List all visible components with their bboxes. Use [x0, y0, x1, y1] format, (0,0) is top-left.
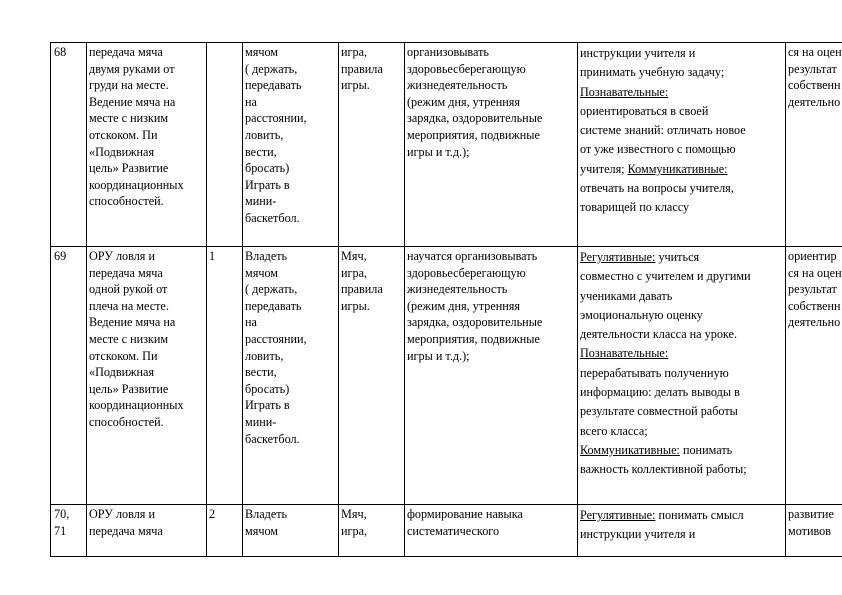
uud-line [580, 364, 783, 383]
terms-cell [339, 247, 405, 505]
lesson-topic-line: Ведение мяча на [89, 94, 176, 109]
lesson-number-value: 68 [54, 45, 67, 59]
lesson-topic-line: способностей. [89, 414, 164, 429]
uud-line [580, 248, 783, 267]
terms-line: игры. [341, 298, 370, 313]
lesson-number-value: 69 [54, 249, 67, 263]
uud-text: понимать смысл [655, 508, 744, 522]
uud-text: инструкции учителя и [580, 46, 696, 60]
personal-results-cell [405, 43, 578, 247]
skills-line: на [245, 94, 257, 109]
extra-line: мотивов [788, 523, 832, 538]
uud-category-label: Познавательные: [580, 84, 669, 99]
uud-text: от уже известного с помощью [580, 142, 736, 157]
hours-value: 1 [209, 249, 216, 263]
terms-line: Мяч, [341, 249, 367, 263]
uud-line [580, 506, 783, 525]
skills-line: передавать [245, 298, 302, 313]
extra-line: развитие [788, 507, 834, 521]
personal-results-line: формирование навыка [407, 507, 523, 521]
lesson-topic-line: координационных [89, 398, 184, 413]
uud-line [580, 198, 783, 217]
skills-line: бросать) [245, 161, 290, 176]
skills-line: Играть в [245, 177, 290, 192]
lesson-number-cell [51, 43, 87, 247]
personal-results-line: игры и т.д.); [407, 144, 470, 159]
uud-text: системе знаний: отличать новое [580, 123, 746, 138]
uud-line [580, 525, 783, 544]
hours-cell [207, 505, 243, 557]
uud-line [580, 179, 783, 198]
personal-results-line: мероприятия, подвижные [407, 127, 540, 142]
personal-results-line: научатся организовывать [407, 249, 538, 263]
uud-text: всего класса; [580, 423, 648, 438]
uud-line [580, 402, 783, 421]
uud-line [580, 306, 783, 325]
lesson-topic-line: месте с низким [89, 111, 169, 126]
skills-line: передавать [245, 78, 302, 93]
personal-results-line: здоровьесберегающую [407, 61, 526, 76]
personal-results-line: игры и т.д.); [407, 348, 470, 363]
skills-line: мини- [245, 414, 277, 429]
lesson-topic-line: месте с низким [89, 331, 169, 346]
lesson-topic-line: отскоком. Пи [89, 127, 158, 142]
skills-line: баскетбол. [245, 431, 300, 446]
skills-line: ( держать, [245, 282, 298, 297]
uud-text: отвечать на вопросы учителя, [580, 181, 734, 196]
uud-line [580, 422, 783, 441]
skills-cell [243, 505, 339, 557]
uud-text: учиться [655, 250, 700, 264]
table-row [51, 43, 842, 247]
personal-results-line: зарядка, оздоровительные [407, 315, 543, 330]
uud-line [580, 287, 783, 306]
uud-line [580, 83, 783, 102]
lesson-topic-line: одной рукой от [89, 282, 168, 297]
terms-line: игры. [341, 78, 370, 93]
personal-results-line: жизнедеятельность [407, 282, 508, 297]
extra-line: ся на оцен [788, 45, 842, 59]
extra-line: собственн [788, 78, 841, 93]
terms-line: игра, [341, 523, 368, 538]
extra-line: результат [788, 61, 837, 76]
uud-category-label: Регулятивные: [580, 250, 656, 264]
hours-value: 2 [209, 507, 216, 521]
uud-text: инструкции учителя и [580, 527, 696, 542]
terms-cell [339, 505, 405, 557]
skills-line: мячом [245, 523, 279, 538]
terms-line: игра, [341, 265, 368, 280]
extra-cell [786, 43, 842, 247]
personal-results-line: зарядка, оздоровительные [407, 111, 543, 126]
skills-line: баскетбол. [245, 210, 300, 225]
uud-text: товарищей по классу [580, 200, 690, 215]
uud-line [580, 63, 783, 82]
skills-line: ( держать, [245, 61, 298, 76]
lesson-topic-line: передача мяча [89, 523, 163, 538]
lesson-topic-line: передача мяча [89, 265, 163, 280]
uud-text: перерабатывать полученную [580, 365, 729, 380]
skills-line: Играть в [245, 398, 290, 413]
extra-line: деятельно [788, 94, 841, 109]
extra-line: результат [788, 282, 837, 297]
uud-line [580, 267, 783, 286]
uud-text: важность коллективной работы; [580, 462, 747, 477]
personal-results-line: (режим дня, утренняя [407, 298, 521, 313]
terms-line: правила [341, 282, 383, 297]
lesson-topic-line: координационных [89, 177, 184, 192]
lesson-topic-line: отскоком. Пи [89, 348, 158, 363]
uud-line [580, 383, 783, 402]
uud-text: результате совместной работы [580, 404, 738, 419]
extra-cell [786, 247, 842, 505]
skills-line: расстоянии, [245, 111, 307, 126]
extra-line: собственн [788, 298, 841, 313]
terms-line: игра, [341, 45, 368, 59]
skills-cell [243, 247, 339, 505]
lesson-topic-cell [87, 505, 207, 557]
lesson-number-cell [51, 505, 87, 557]
lesson-topic-cell [87, 247, 207, 505]
uud-cell [578, 505, 786, 557]
personal-results-line: мероприятия, подвижные [407, 331, 540, 346]
uud-text: деятельности класса на уроке. [580, 327, 737, 342]
skills-cell [243, 43, 339, 247]
lesson-topic-line: цель» Развитие [89, 161, 169, 176]
uud-line [580, 325, 783, 344]
lesson-topic-line: способностей. [89, 194, 164, 209]
extra-line: деятельно [788, 315, 841, 330]
uud-text: эмоциональную оценку [580, 307, 703, 322]
lesson-topic-line: ОРУ ловля и [89, 249, 155, 263]
personal-results-line: жизнедеятельность [407, 78, 508, 93]
uud-text: учениками давать [580, 288, 673, 303]
lesson-topic-line: цель» Развитие [89, 381, 169, 396]
lesson-topic-line: передача мяча [89, 45, 163, 59]
skills-line: ловить, [245, 127, 284, 142]
uud-category-label: Регулятивные: [580, 508, 656, 522]
personal-results-line: систематического [407, 523, 500, 538]
lesson-plan-table [50, 42, 842, 557]
personal-results-line: (режим дня, утренняя [407, 94, 521, 109]
uud-category-label: Коммуникативные: [627, 161, 728, 176]
personal-results-cell [405, 247, 578, 505]
extra-line: ся на оцен [788, 265, 842, 280]
terms-line: Мяч, [341, 507, 367, 521]
lesson-topic-line: «Подвижная [89, 144, 155, 159]
uud-text: понимать [679, 442, 733, 457]
table-row [51, 505, 842, 557]
uud-cell [578, 43, 786, 247]
extra-cell [786, 505, 842, 557]
skills-line: Владеть [245, 249, 288, 263]
uud-line [580, 160, 783, 179]
lesson-topic-line: «Подвижная [89, 365, 155, 380]
uud-text: информацию: делать выводы в [580, 385, 740, 400]
skills-line: мини- [245, 194, 277, 209]
lesson-topic-line: плеча на месте. [89, 298, 169, 313]
lesson-topic-line: ОРУ ловля и [89, 507, 155, 521]
uud-category-label: Познавательные: [580, 346, 669, 361]
skills-line: вести, [245, 144, 277, 159]
table-row [51, 247, 842, 505]
lesson-number-value: 70, 71 [54, 507, 70, 538]
skills-line: Владеть [245, 507, 288, 521]
hours-cell [207, 43, 243, 247]
skills-line: на [245, 315, 257, 330]
personal-results-line: здоровьесберегающую [407, 265, 526, 280]
uud-line [580, 344, 783, 363]
uud-line [580, 441, 783, 460]
lesson-topic-cell [87, 43, 207, 247]
lesson-topic-line: двумя руками от [89, 61, 175, 76]
skills-line: бросать) [245, 381, 290, 396]
uud-line [580, 140, 783, 159]
skills-line: мячом [245, 45, 279, 59]
hours-cell [207, 247, 243, 505]
uud-category-label: Коммуникативные: [580, 442, 680, 457]
lesson-topic-line: груди на месте. [89, 78, 169, 93]
extra-line: ориентир [788, 249, 837, 263]
lesson-number-cell [51, 247, 87, 505]
uud-line [580, 44, 783, 63]
table-body [51, 43, 842, 557]
uud-cell [578, 247, 786, 505]
uud-line [580, 102, 783, 121]
personal-results-cell [405, 505, 578, 557]
uud-text: принимать учебную задачу; [580, 65, 725, 80]
skills-line: ловить, [245, 348, 284, 363]
uud-line [580, 121, 783, 140]
skills-line: мячом [245, 265, 279, 280]
uud-line [580, 460, 783, 479]
terms-cell [339, 43, 405, 247]
uud-text: учителя; [580, 161, 628, 176]
lesson-topic-line: Ведение мяча на [89, 315, 176, 330]
skills-line: вести, [245, 365, 277, 380]
terms-line: правила [341, 61, 383, 76]
skills-line: расстоянии, [245, 331, 307, 346]
uud-text: совместно с учителем и другими [580, 269, 751, 284]
uud-text: ориентироваться в своей [580, 103, 709, 118]
personal-results-line: организовывать [407, 45, 489, 59]
